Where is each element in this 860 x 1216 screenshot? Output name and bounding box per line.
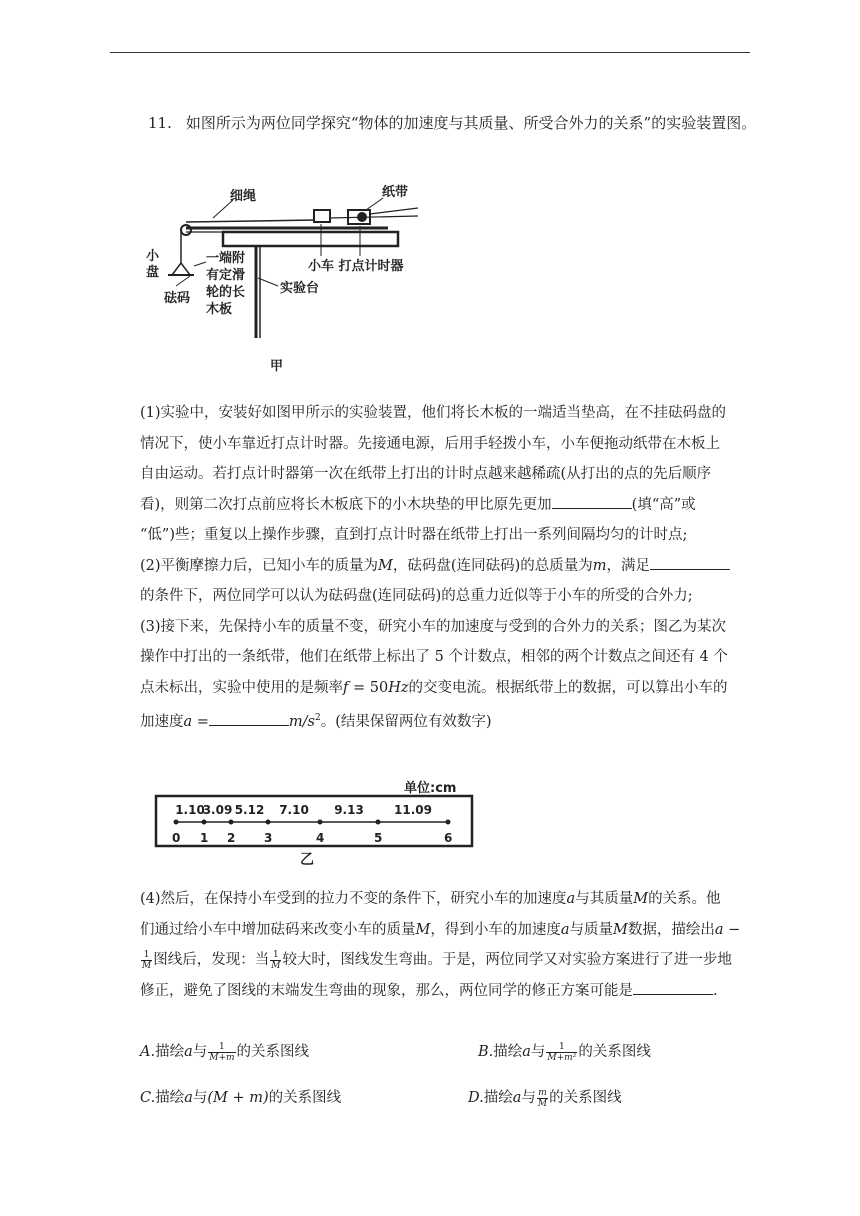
header-rule — [110, 52, 750, 53]
segment-length-label: 11.09 — [394, 803, 432, 817]
label-cart-timer: 小车 打点计时器 — [308, 259, 404, 274]
label-tray-1: 小 — [146, 249, 160, 264]
point-label: 1 — [200, 831, 209, 845]
count-point — [174, 820, 179, 825]
fraction: $\frac{1}{\text{M+m²}}$ — [547, 1041, 577, 1063]
count-point — [446, 820, 451, 825]
part4-line: 们通过给小车中增加砝码来改变小车的质量M，得到小车的加速度a与质量M数据，描绘出a − — [140, 921, 741, 938]
point-label: 3 — [264, 831, 273, 845]
part1-line: 情况下，使小车靠近打点计时器。先接通电源，后用手轻拨小车，小车便拖动纸带在木板上 — [140, 435, 720, 452]
fraction: $\frac{m}{M}$ — [537, 1087, 548, 1109]
count-point — [318, 820, 323, 825]
label-tray-2: 盘 — [146, 265, 160, 280]
point-label: 5 — [374, 831, 383, 845]
tape-unit: 单位:cm — [404, 781, 457, 796]
answer-blank-4[interactable] — [633, 980, 713, 995]
question-number: 11. — [148, 114, 172, 132]
part3-line: 操作中打出的一条纸带，他们在纸带上标出了 5 个计数点，相邻的两个计数点之间还有 4 个 — [140, 649, 728, 665]
part-4 — [140, 884, 752, 1006]
part3-line: (3)接下来，先保持小车的质量不变，研究小车的加速度与受到的合外力的关系；图乙为某次 — [140, 618, 727, 635]
point-label: 0 — [172, 831, 181, 845]
figure-caption-jia: 甲 — [270, 359, 284, 374]
apparatus-figure — [138, 178, 428, 378]
point-label: 2 — [227, 831, 236, 845]
count-point — [376, 820, 381, 825]
option-a[interactable]: A.描绘a与 $\frac{1}{M+m}$ 的关系图线 — [140, 1041, 310, 1063]
part2-line: 的条件下，两位同学可以认为砝码盘(连同砝码)的总重力近似等于小车的所受的合外力; — [140, 588, 693, 604]
part2-line: (2)平衡摩擦力后，已知小车的质量为M，砝码盘(连同砝码)的总质量为m，满足 — [140, 551, 752, 582]
label-table: 实验台 — [280, 281, 320, 296]
segment-length-label: 9.13 — [334, 803, 364, 817]
count-point — [229, 820, 234, 825]
part3-line: 点未标出，实验中使用的是频率f = 50Hz的交变电流。根据纸带上的数据，可以算出小车的 — [140, 679, 728, 696]
label-board-2: 有定滑 — [206, 268, 246, 283]
option-c[interactable]: C.描绘a与(M + m)的关系图线 — [140, 1090, 342, 1106]
point-label: 6 — [444, 831, 453, 845]
label-board-4: 木板 — [206, 302, 233, 317]
fraction: $\frac{1}{M}$ — [271, 949, 281, 971]
part4-line: (4)然后，在保持小车受到的拉力不变的条件下，研究小车的加速度a与其质量M的关系。他 — [140, 891, 721, 907]
count-point — [202, 820, 207, 825]
segment-length-label: 7.10 — [279, 803, 309, 817]
fraction: $\frac{1}{M}$ — [142, 949, 152, 971]
segment-length-label: 3.09 — [202, 803, 233, 817]
stem-text: 如图所示为两位同学探究“物体的加速度与其质量、所受合外力的关系”的实验装置图。 — [185, 114, 757, 132]
part1-line: “低”)些；重复以上操作步骤，直到打点计时器在纸带上打出一系列间隔均匀的计时点; — [140, 527, 688, 543]
label-board-1: 一端附 — [206, 251, 246, 266]
label-weights: 砝码 — [164, 291, 191, 306]
segment-length-label: 1.10 — [175, 803, 205, 817]
figure-caption-yi: 乙 — [300, 852, 314, 868]
part1-line: (1)实验中，安装好如图甲所示的实验装置，他们将长木板的一端适当垫高，在不挂砝码盘的 — [140, 405, 727, 421]
question-stem — [148, 112, 756, 133]
answer-blank-2[interactable] — [650, 555, 730, 570]
point-label: 4 — [316, 831, 325, 845]
label-rope: 细绳 — [230, 189, 257, 204]
fraction: $\frac{1}{M+m}$ — [209, 1041, 235, 1063]
segment-length-label: 5.12 — [234, 803, 265, 817]
count-point — [266, 820, 271, 825]
tape-figure — [150, 778, 480, 868]
part1-line: 自由运动。若打点计时器第一次在纸带上打出的计时点越来越稀疏(从打出的点的先后顺序 — [140, 466, 712, 482]
part1-line: 看)，则第二次打点前应将长木板底下的小木块垫的甲比原先更加 (填“高”或 — [140, 490, 752, 521]
part4-line: 修正，避免了图线的末端发生弯曲的现象，那么，两位同学的修正方案可能是 . — [140, 976, 752, 1007]
label-tape: 纸带 — [382, 185, 409, 200]
part-1 — [140, 398, 752, 737]
option-d[interactable]: D.描绘a与 $\frac{m}{M}$ 的关系图线 — [468, 1087, 622, 1109]
option-b[interactable]: B.描绘a与 $\frac{1}{\text{M+m²}}$ 的关系图线 — [478, 1041, 651, 1063]
label-board-3: 轮的长 — [206, 285, 246, 300]
answer-blank-1[interactable] — [552, 494, 632, 509]
answer-blank-3[interactable] — [209, 711, 289, 726]
part3-line: 加速度$a = m/s^2$。(结果保留两位有效数字) — [140, 703, 752, 737]
part4-line: $\frac{1}{M}$ 图线后，发现：当 $\frac{1}{M}$ 较大时，图线发生弯曲。于是，两位同学又对实验方案进行了进一步地 — [142, 949, 732, 971]
